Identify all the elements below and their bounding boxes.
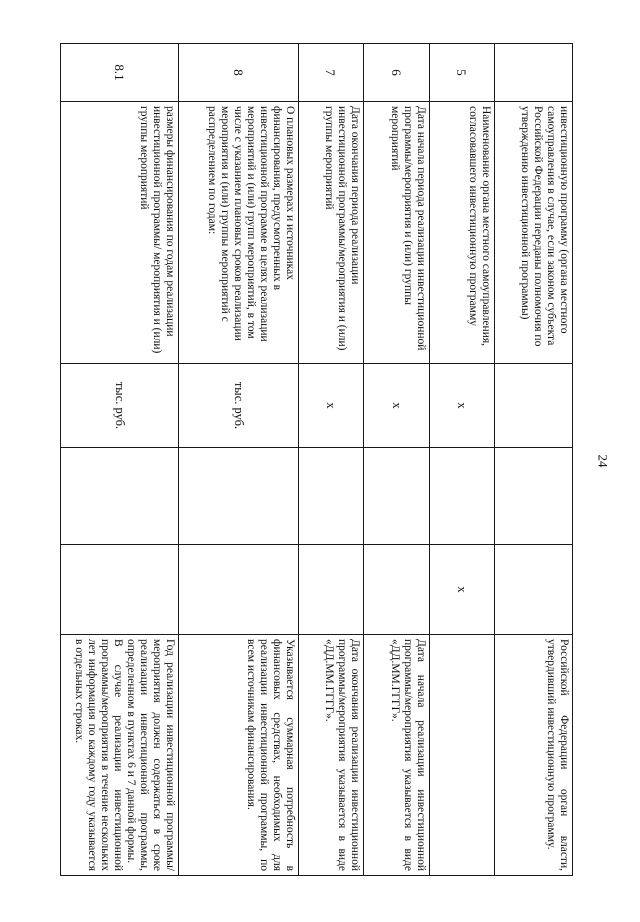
- row-name: Дата окончания периода реализации инвестиционной программы/мероприятия и (или) группы мероприятий: [299, 102, 364, 364]
- row-note: [430, 635, 495, 876]
- table-row: [179, 44, 299, 876]
- row-note: Российской Федерации орган власти, утвердивший инвестиционную программу.: [495, 635, 573, 876]
- row-note: Дата окончания реализации инвестиционной программы/мероприятия указывается в виде «ДД.ММ.ГГГГ».: [299, 635, 364, 876]
- row-col5: x: [430, 545, 495, 635]
- empty-cell: [364, 448, 430, 545]
- form-table: [60, 43, 573, 876]
- table-row: [364, 44, 430, 876]
- table-row: [299, 44, 364, 876]
- empty-cell: [61, 448, 179, 545]
- empty-cell: [299, 545, 364, 635]
- rotated-page: [61, 43, 573, 875]
- row-number: [495, 44, 573, 102]
- row-name: инвестиционную программу (органа местного самоуправления в случае, если законом субъекта Российской Федерации переданы полномочия по утверждению инвестиционной программы): [495, 102, 573, 364]
- row-unit: тыс. руб.: [179, 364, 299, 448]
- row-unit: x: [364, 364, 430, 448]
- row-unit: x: [430, 364, 495, 448]
- row-name: Дата начала периода реализации инвестиционной программы/мероприятия и (или) группы мероприятий: [364, 102, 430, 364]
- empty-cell: [364, 545, 430, 635]
- empty-cell: [495, 545, 573, 635]
- row-number: 8.1: [61, 44, 179, 102]
- row-number: 6: [364, 44, 430, 102]
- empty-cell: [179, 545, 299, 635]
- empty-cell: [179, 448, 299, 545]
- row-unit: x: [299, 364, 364, 448]
- empty-cell: [299, 448, 364, 545]
- row-name: О плановых размерах и источниках финансирования, предусмотренных в инвестиционной программе в целях реализации мероприятий и (или) групп мероприятий, в том числе с указанием плановых сроков реализации мероприятия и (или) группы мероприятий с распределением по годам:: [179, 102, 299, 364]
- table-row: [495, 44, 573, 876]
- row-unit: [495, 364, 573, 448]
- row-unit: тыс. руб.: [61, 364, 179, 448]
- empty-cell: [495, 448, 573, 545]
- page-number: 24: [595, 454, 611, 468]
- empty-cell: [430, 448, 495, 545]
- empty-cell: [61, 545, 179, 635]
- row-number: 7: [299, 44, 364, 102]
- row-name: размеры финансирования по годам реализации инвестиционной программы/ мероприятия и (или) группы мероприятий: [61, 102, 179, 364]
- row-number: 8: [179, 44, 299, 102]
- row-note: Дата начала реализации инвестиционной программы/мероприятия указывается в виде «ДД.ММ.ГГГГ».: [364, 635, 430, 876]
- row-note: Указывается суммарная потребность в финансовых средствах, необходимых для реализации инвестиционной программы, по всем источникам финансирования.: [179, 635, 299, 876]
- row-note: Год реализации инвестиционной программы/мероприятия должен содержаться в сроке реализации инвестиционной программы, определенном в пунктах 6 и 7 данной формы. В случае реализации инвестиционной программы/мероприятия в течение нескольких лет информация по каждому году указывается в отдельных строках.: [61, 635, 179, 876]
- table-row: [430, 44, 495, 876]
- row-number: 5: [430, 44, 495, 102]
- row-name: Наименование органа местного самоуправления, согласовавшего инвестиционную программу: [430, 102, 495, 364]
- table-row: [61, 44, 179, 876]
